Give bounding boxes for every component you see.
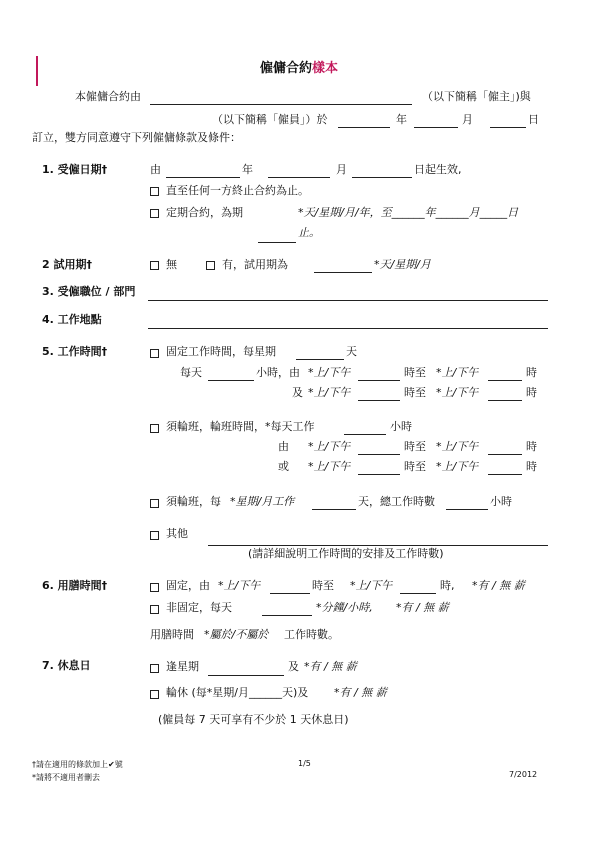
rest-weekday-field[interactable] bbox=[208, 675, 284, 676]
ampm-label: *上/下午 bbox=[308, 366, 351, 379]
meal-end-field[interactable] bbox=[400, 593, 436, 594]
shift-2-unit: *星期/月工作 bbox=[230, 495, 295, 508]
and-label: 及 bbox=[288, 660, 299, 673]
rotating-rest-label: 輪休 (每*星期/月______天)及 bbox=[166, 686, 309, 699]
probation-yes-label: 有，試用期為 bbox=[222, 258, 288, 271]
section-6-heading: 6. 用膳時間† bbox=[42, 579, 108, 592]
term-length-field[interactable] bbox=[258, 242, 296, 243]
section-7-heading: 7. 休息日 bbox=[42, 659, 91, 672]
start-month-field[interactable] bbox=[268, 177, 330, 178]
fixed-term-label: 定期合約，為期 bbox=[166, 206, 243, 219]
other-checkbox[interactable] bbox=[150, 531, 159, 540]
ampm-label: *上/下午 bbox=[436, 366, 479, 379]
to-label: 時至 bbox=[404, 386, 426, 399]
shift-start-field[interactable] bbox=[358, 454, 400, 455]
section-5-heading: 5. 工作時間† bbox=[42, 345, 108, 358]
intro-employee-note: （以下簡稱「僱員」）於 bbox=[212, 113, 328, 126]
nonfixed-meal-checkbox[interactable] bbox=[150, 605, 159, 614]
hour-label: 時, bbox=[440, 579, 455, 592]
and-label: 及 bbox=[292, 386, 303, 399]
meal-duration-field[interactable] bbox=[262, 615, 312, 616]
start-day-field[interactable] bbox=[352, 177, 412, 178]
shift-hours-field[interactable] bbox=[344, 434, 386, 435]
hours-label: 小時 bbox=[390, 420, 412, 433]
other-hours-note: (請詳細說明工作時間的安排及工作時數) bbox=[248, 547, 444, 560]
meal-paid-label: *有 / 無 薪 bbox=[472, 579, 525, 592]
meal-counted-label: *屬於/不屬於 bbox=[204, 628, 269, 641]
total-hours-field[interactable] bbox=[446, 509, 488, 510]
ampm-label: *上/下午 bbox=[308, 460, 351, 473]
fixed-term-end: 止。 bbox=[298, 226, 320, 239]
fixed-meal-checkbox[interactable] bbox=[150, 583, 159, 592]
ampm-label: *上/下午 bbox=[436, 460, 479, 473]
hours-from-label: 小時，由 bbox=[256, 366, 300, 379]
employer-name-field[interactable] bbox=[150, 104, 412, 105]
intro-label: 本僱傭合約由 bbox=[75, 90, 141, 103]
to-label: 時至 bbox=[404, 366, 426, 379]
month-label: 月 bbox=[336, 163, 347, 176]
fixed-term-unit: *天/星期/月/年，至______年______月_____日 bbox=[298, 206, 519, 219]
days-per-week-field[interactable] bbox=[296, 359, 344, 360]
to-label: 時至 bbox=[404, 460, 426, 473]
year-label: 年 bbox=[396, 113, 407, 126]
section-1-heading: 1. 受僱日期† bbox=[42, 163, 108, 176]
intro-employer-note: （以下簡稱「僱主」)與 bbox=[422, 90, 531, 103]
total-hours-label: 天，總工作時數 bbox=[358, 495, 435, 508]
page-title: 僱傭合約樣本 bbox=[260, 61, 339, 76]
hour-label: 時 bbox=[526, 386, 537, 399]
date-day-field[interactable] bbox=[490, 127, 526, 128]
ampm-label: *上/下午 bbox=[308, 386, 351, 399]
date-year-field[interactable] bbox=[338, 127, 390, 128]
shift-days-field[interactable] bbox=[312, 509, 356, 510]
date-month-field[interactable] bbox=[414, 127, 458, 128]
year-label: 年 bbox=[242, 163, 253, 176]
weekly-rest-checkbox[interactable] bbox=[150, 664, 159, 673]
probation-unit: *天/星期/月 bbox=[374, 258, 431, 271]
shift-end-field[interactable] bbox=[488, 454, 522, 455]
intro-agreement: 訂立，雙方同意遵守下列僱傭條款及條件： bbox=[32, 131, 241, 144]
shift-2-checkbox[interactable] bbox=[150, 499, 159, 508]
rotating-rest-checkbox[interactable] bbox=[150, 690, 159, 699]
workplace-field[interactable] bbox=[148, 328, 548, 329]
ampm-label: *上/下午 bbox=[350, 579, 393, 592]
meal-start-field[interactable] bbox=[270, 593, 310, 594]
ampm-label: *上/下午 bbox=[308, 440, 351, 453]
revision-date: 7/2012 bbox=[509, 770, 538, 779]
shift-label: 須輪班，輪班時間，*每天工作 bbox=[166, 420, 315, 433]
margin-marker bbox=[36, 56, 38, 86]
section-3-heading: 3. 受僱職位 / 部門 bbox=[42, 285, 136, 298]
month-label: 月 bbox=[462, 113, 473, 126]
ampm-label: *上/下午 bbox=[436, 440, 479, 453]
weekly-rest-label: 逢星期 bbox=[166, 660, 199, 673]
footer-delete-note: *請將不適用者刪去 bbox=[32, 773, 100, 782]
from-label: 由 bbox=[150, 163, 161, 176]
rest-paid-label: *有 / 無 薪 bbox=[334, 686, 387, 699]
hour-label: 時 bbox=[526, 440, 537, 453]
to-label: 時至 bbox=[312, 579, 334, 592]
daily-label: 每天 bbox=[180, 366, 202, 379]
meal-unit: *分鐘/小時, bbox=[316, 601, 373, 614]
start-year-field[interactable] bbox=[166, 177, 240, 178]
fixed-hours-checkbox[interactable] bbox=[150, 349, 159, 358]
meal-paid-label: *有 / 無 薪 bbox=[396, 601, 449, 614]
end-hour-field[interactable] bbox=[488, 380, 522, 381]
rest-paid-label: *有 / 無 薪 bbox=[304, 660, 357, 673]
or-label: 或 bbox=[278, 460, 289, 473]
meal-time-label: 用膳時間 bbox=[150, 628, 194, 641]
footer-tick-note: †請在適用的條款加上✔號 bbox=[32, 760, 123, 769]
start-hour-field[interactable] bbox=[358, 380, 400, 381]
fixed-term-checkbox[interactable] bbox=[150, 209, 159, 218]
hour-label: 時 bbox=[526, 366, 537, 379]
days-label: 天 bbox=[346, 345, 357, 358]
start-hour-2-field[interactable] bbox=[358, 400, 400, 401]
ampm-label: *上/下午 bbox=[218, 579, 261, 592]
probation-none-checkbox[interactable] bbox=[150, 261, 159, 270]
work-hours-label: 工作時數。 bbox=[284, 628, 339, 641]
hours-label: 小時 bbox=[490, 495, 512, 508]
end-hour-2-field[interactable] bbox=[488, 400, 522, 401]
day-label: 日 bbox=[528, 113, 539, 126]
shift-checkbox[interactable] bbox=[150, 424, 159, 433]
fixed-meal-label: 固定，由 bbox=[166, 579, 210, 592]
effective-label: 日起生效, bbox=[414, 163, 462, 176]
open-ended-label: 直至任何一方終止合約為止。 bbox=[166, 184, 309, 197]
probation-yes-checkbox[interactable] bbox=[206, 261, 215, 270]
other-hours-field[interactable] bbox=[208, 545, 548, 546]
rest-day-note: (僱員每 7 天可享有不少於 1 天休息日) bbox=[158, 713, 349, 726]
open-ended-checkbox[interactable] bbox=[150, 187, 159, 196]
section-4-heading: 4. 工作地點 bbox=[42, 313, 102, 326]
ampm-label: *上/下午 bbox=[436, 386, 479, 399]
hour-label: 時 bbox=[526, 460, 537, 473]
from-label: 由 bbox=[278, 440, 289, 453]
page-number: 1/5 bbox=[298, 759, 311, 768]
section-2-heading: 2 試用期† bbox=[42, 258, 92, 271]
probation-length-field[interactable] bbox=[314, 272, 372, 273]
shift-end-2-field[interactable] bbox=[488, 474, 522, 475]
nonfixed-meal-label: 非固定，每天 bbox=[166, 601, 232, 614]
other-label: 其他 bbox=[166, 527, 188, 540]
fixed-hours-label: 固定工作時間，每星期 bbox=[166, 345, 276, 358]
shift-start-2-field[interactable] bbox=[358, 474, 400, 475]
to-label: 時至 bbox=[404, 440, 426, 453]
probation-none-label: 無 bbox=[166, 258, 177, 271]
hours-per-day-field[interactable] bbox=[208, 380, 254, 381]
position-field[interactable] bbox=[148, 300, 548, 301]
shift-2-label: 須輪班，每 bbox=[166, 495, 221, 508]
